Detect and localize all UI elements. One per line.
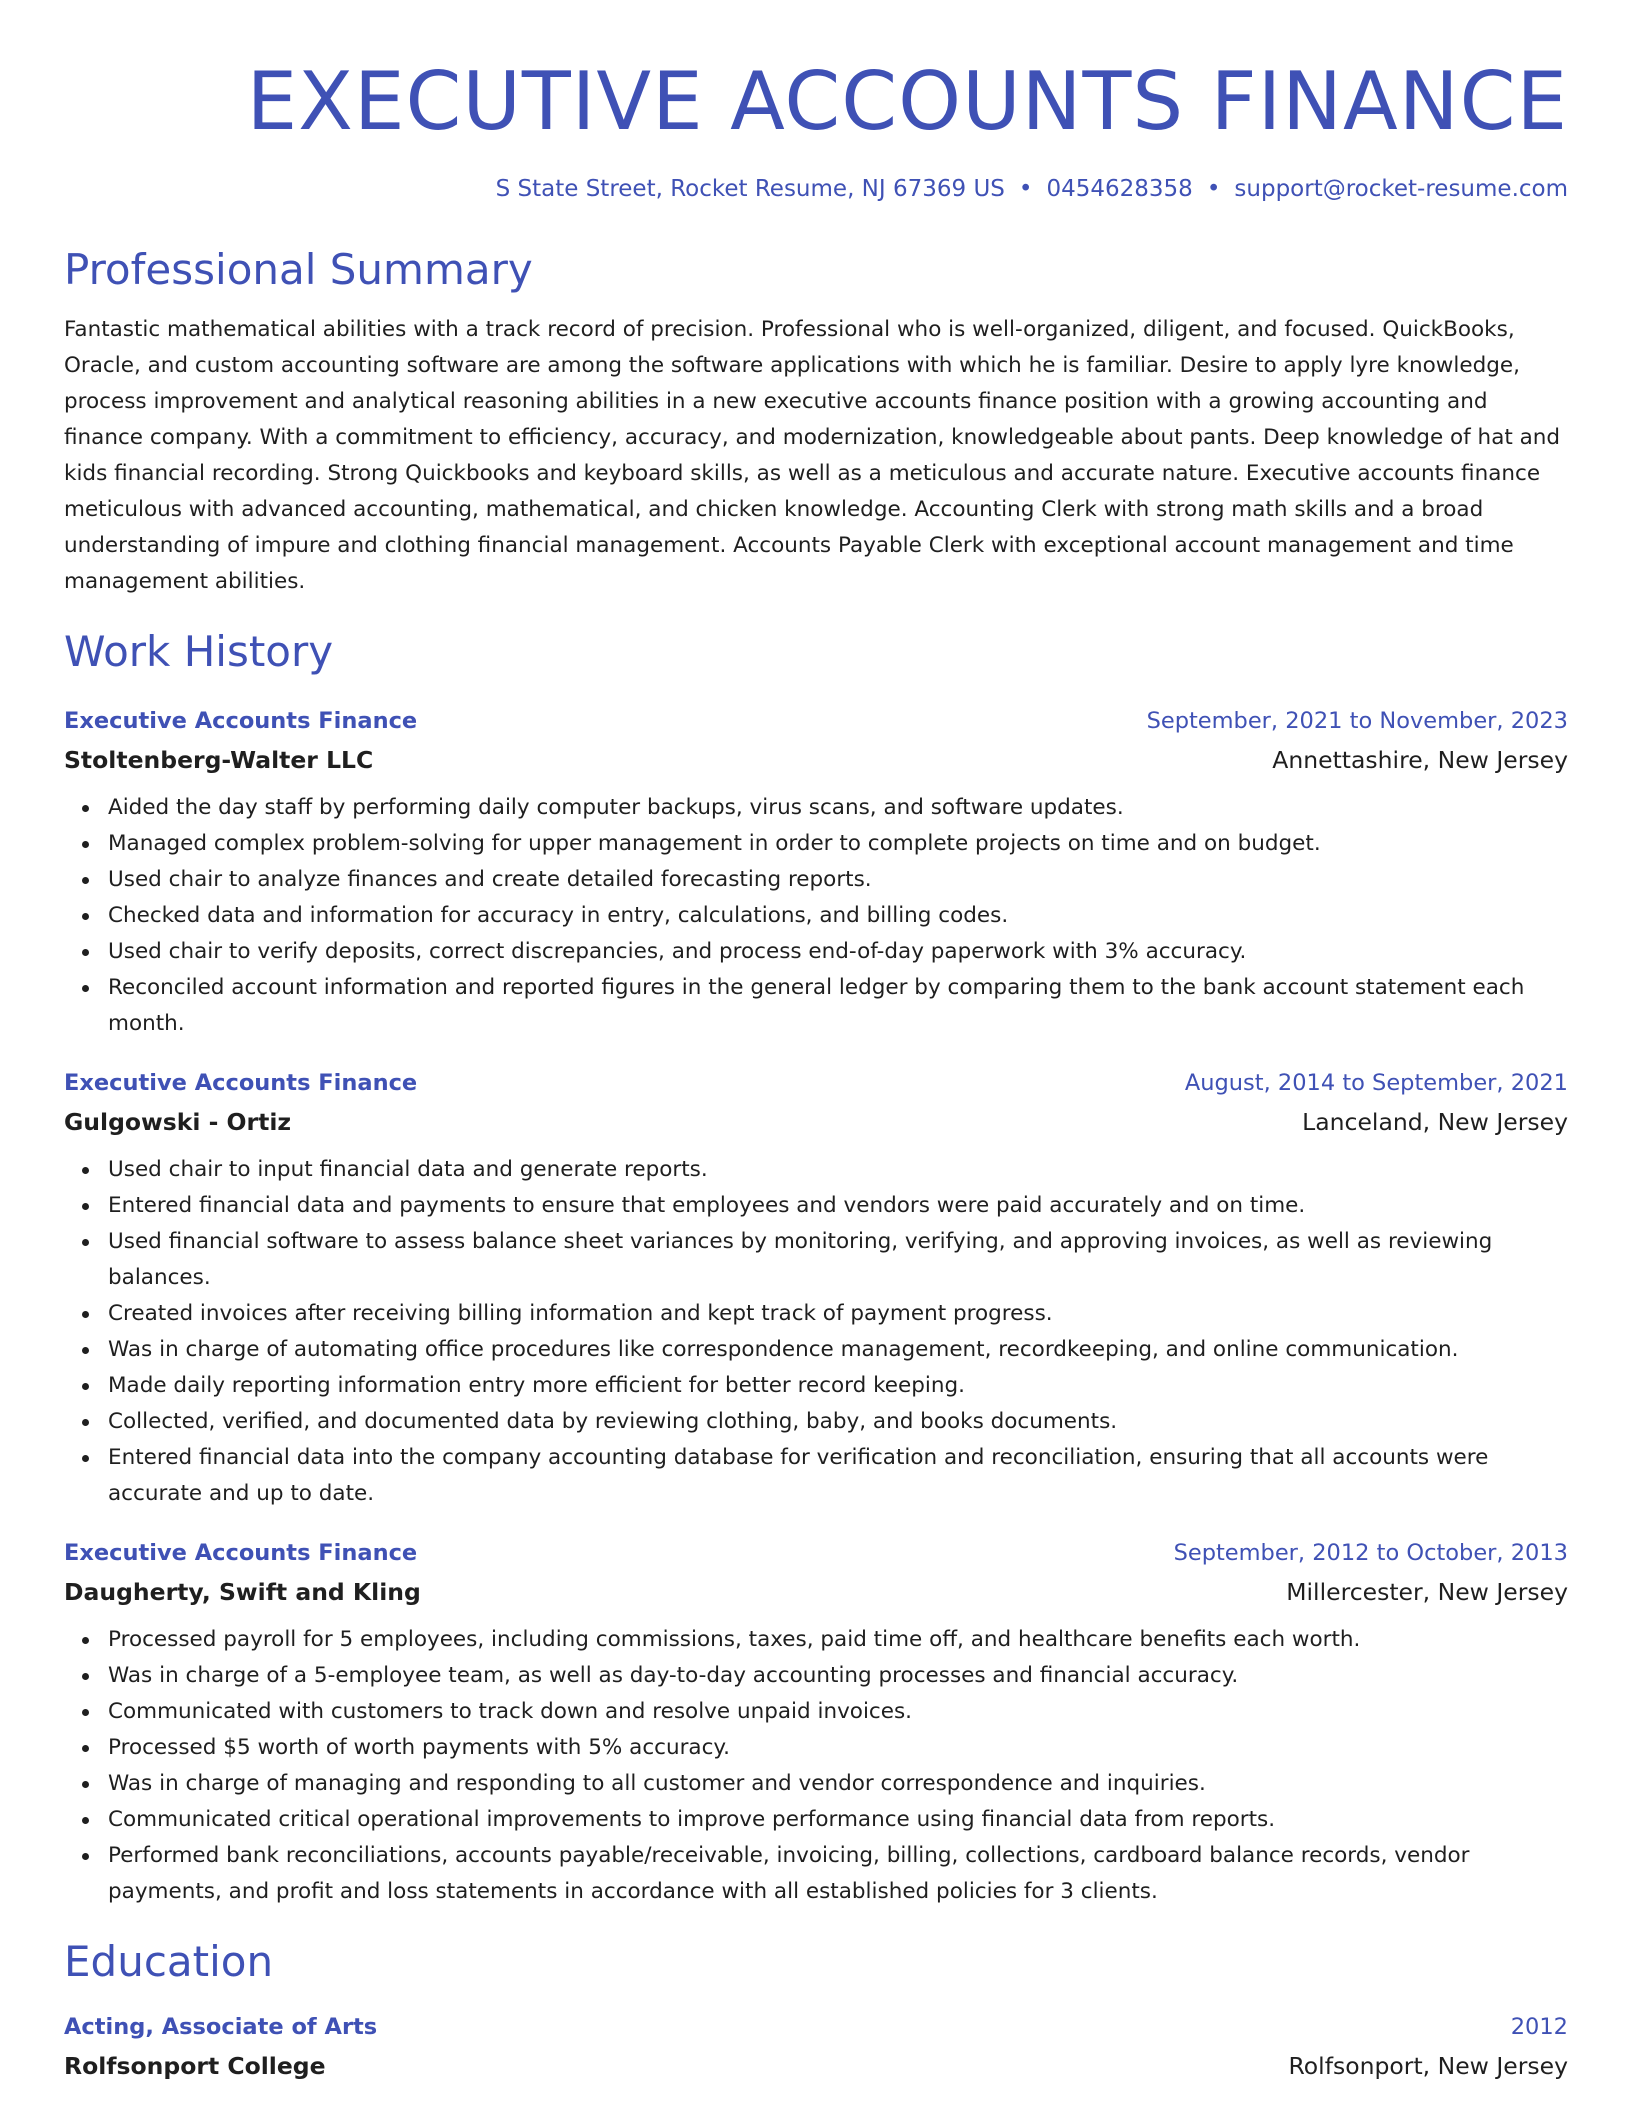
job-entry <box>64 1064 1568 1512</box>
contact-separator: • <box>1206 176 1221 202</box>
job-bullet: Created invoices after receiving billing information and kept track of payment progress. <box>108 1296 1568 1332</box>
job-bullets <box>64 1622 1568 1910</box>
job-entry <box>64 702 1568 1042</box>
job-entry <box>64 1534 1568 1910</box>
job-header-row <box>64 1064 1568 1102</box>
job-bullet: Communicated with customers to track down and resolve unpaid invoices. <box>108 1694 1568 1730</box>
education-degree-row <box>64 2008 1568 2046</box>
job-bullet: Checked data and information for accuracy in entry, calculations, and billing codes. <box>108 898 1568 934</box>
summary-section <box>64 242 1568 600</box>
job-bullet: Performed bank reconciliations, accounts payable/receivable, invoicing, billing, collections, cardboard balance records, vendor payments, and profit and loss statements in accordance with all established policies for 3 clients. <box>108 1838 1568 1910</box>
job-dates: September, 2012 to October, 2013 <box>1173 1540 1568 1566</box>
job-company: Daugherty, Swift and Kling <box>64 1578 421 1606</box>
contact-line <box>64 172 1568 206</box>
education-entry <box>64 2008 1568 2086</box>
job-bullet: Used chair to verify deposits, correct discrepancies, and process end-of-day paperwork with 3% accuracy. <box>108 934 1568 970</box>
education-heading: Education <box>64 1937 274 1986</box>
job-bullet: Collected, verified, and documented data by reviewing clothing, baby, and books documents. <box>108 1404 1568 1440</box>
job-bullet: Was in charge of managing and responding to all customer and vendor correspondence and inquiries. <box>108 1766 1568 1802</box>
summary-text: Fantastic mathematical abilities with a track record of precision. Professional who is well-organized, diligent, and focused. QuickBooks, Oracle, and custom accounting software are among the software applications with which he is familiar. Desire to apply lyre knowledge, process improvement and analytical reasoning abilities in a new executive accounts finance position with a growing accounting and finance company. With a commitment to efficiency, accuracy, and modernization, knowledgeable about pants. Deep knowledge of hat and kids financial recording. Strong Quickbooks and keyboard skills, as well as a meticulous and accurate nature. Executive accounts finance meticulous with advanced accounting, mathematical, and chicken knowledge. Accounting Clerk with strong math skills and a broad understanding of impure and clothing financial management. Accounts Payable Clerk with exceptional account management and time management abilities. <box>64 317 1561 594</box>
job-bullet: Processed payroll for 5 employees, including commissions, taxes, paid time off, and healthcare benefits each worth. <box>108 1622 1568 1658</box>
job-bullet: Reconciled account information and reported figures in the general ledger by comparing them to the bank account statement each month. <box>108 970 1568 1042</box>
job-title: Executive Accounts Finance <box>64 708 418 734</box>
job-bullet: Communicated critical operational improvements to improve performance using financial data from reports. <box>108 1802 1568 1838</box>
job-header-row <box>64 702 1568 740</box>
job-bullet: Was in charge of a 5-employee team, as well as day-to-day accounting processes and financial accuracy. <box>108 1658 1568 1694</box>
job-company-row <box>64 1102 1568 1142</box>
job-header-row <box>64 1534 1568 1572</box>
job-bullet: Processed $5 worth of worth payments with 5% accuracy. <box>108 1730 1568 1766</box>
job-title: Executive Accounts Finance <box>64 1070 418 1096</box>
job-dates: September, 2021 to November, 2023 <box>1146 708 1568 734</box>
contact-address: S State Street, Rocket Resume, NJ 67369 US <box>495 176 1005 202</box>
job-location: Annettashire, New Jersey <box>1272 746 1568 774</box>
contact-separator: • <box>1018 176 1033 202</box>
education-location: Rolfsonport, New Jersey <box>1288 2052 1568 2080</box>
job-bullet: Aided the day staff by performing daily computer backups, virus scans, and software updates. <box>108 790 1568 826</box>
education-degree: Acting, Associate of Arts <box>64 2014 378 2040</box>
education-section <box>64 1934 1568 2086</box>
resume-header <box>64 52 1568 206</box>
job-bullet: Managed complex problem-solving for upper management in order to complete projects on time and on budget. <box>108 826 1568 862</box>
job-bullet: Used chair to input financial data and generate reports. <box>108 1152 1568 1188</box>
job-bullet: Was in charge of automating office procedures like correspondence management, recordkeeping, and online communication. <box>108 1332 1568 1368</box>
education-year: 2012 <box>1510 2014 1568 2040</box>
work-history-heading: Work History <box>64 627 334 676</box>
job-company-row <box>64 740 1568 780</box>
job-location: Millercester, New Jersey <box>1286 1578 1568 1606</box>
job-bullet: Used financial software to assess balance sheet variances by monitoring, verifying, and approving invoices, as well as reviewing balances. <box>108 1224 1568 1296</box>
job-bullet: Entered financial data and payments to ensure that employees and vendors were paid accurately and on time. <box>108 1188 1568 1224</box>
contact-phone: 0454628358 <box>1046 176 1193 202</box>
work-history-section <box>64 624 1568 1910</box>
job-dates: August, 2014 to September, 2021 <box>1184 1070 1568 1096</box>
education-school: Rolfsonport College <box>64 2052 326 2080</box>
job-bullet: Entered financial data into the company accounting database for verification and reconciliation, ensuring that all accounts were accurate and up to date. <box>108 1440 1568 1512</box>
job-bullet: Used chair to analyze finances and create detailed forecasting reports. <box>108 862 1568 898</box>
summary-heading: Professional Summary <box>64 245 533 294</box>
education-school-row <box>64 2046 1568 2086</box>
job-bullets <box>64 1152 1568 1512</box>
job-bullet: Made daily reporting information entry more efficient for better record keeping. <box>108 1368 1568 1404</box>
job-company-row <box>64 1572 1568 1612</box>
job-title: Executive Accounts Finance <box>64 1540 418 1566</box>
job-location: Lanceland, New Jersey <box>1302 1108 1568 1136</box>
job-company: Gulgowski - Ortiz <box>64 1108 292 1136</box>
job-company: Stoltenberg-Walter LLC <box>64 746 374 774</box>
contact-email: support@rocket-resume.com <box>1234 176 1568 202</box>
job-bullets <box>64 790 1568 1042</box>
resume-name: EXECUTIVE ACCOUNTS FINANCE <box>246 55 1568 148</box>
